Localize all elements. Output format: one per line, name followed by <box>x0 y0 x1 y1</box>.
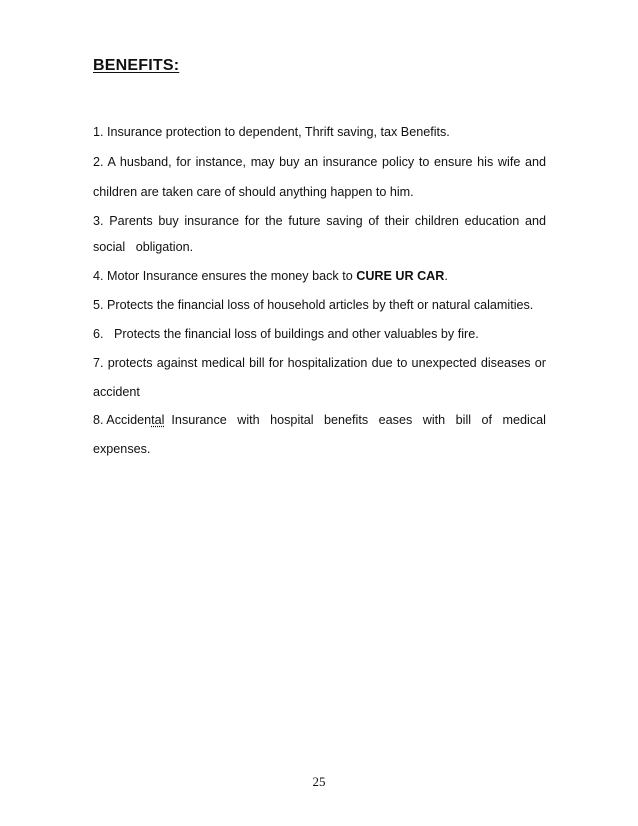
benefit-item-2-line-1: 2. A husband, for instance, may buy an insurance policy to ensure his wife and <box>93 155 546 169</box>
benefit-item-8-line-2: expenses. <box>93 442 151 456</box>
benefit-item-3-line-2: social obligation. <box>93 240 194 254</box>
section-heading: BENEFITS: <box>93 57 180 74</box>
benefit-item-8-line-1 <box>93 412 546 428</box>
benefit-item-8-text-start: 8. Acciden <box>93 413 152 427</box>
benefit-item-3-line-1: 3. Parents buy insurance for the future saving of their children education and <box>93 214 546 228</box>
benefit-item-4 <box>93 268 448 284</box>
brand-name: CURE UR CAR <box>356 269 445 283</box>
benefit-item-5: 5. Protects the financial loss of household articles by theft or natural calamities. <box>93 298 534 312</box>
benefit-item-4-text: 4. Motor Insurance ensures the money back to <box>93 269 357 283</box>
benefit-item-2-line-2: children are taken care of should anything happen to him. <box>93 185 414 199</box>
benefit-item-6: 6. Protects the financial loss of buildings and other valuables by fire. <box>93 327 479 341</box>
page-number: 25 <box>312 774 326 789</box>
benefit-item-4-end: . <box>444 269 448 283</box>
benefit-item-8-text-end: Insurance with hospital benefits eases with bill of medical <box>164 413 546 427</box>
benefit-item-1: 1. Insurance protection to dependent, Thrift saving, tax Benefits. <box>93 125 450 139</box>
benefit-item-7-line-2: accident <box>93 385 140 399</box>
benefit-item-7-line-1: 7. protects against medical bill for hospitalization due to unexpected diseases or <box>93 356 546 370</box>
spelling-mark: tal <box>151 413 165 427</box>
